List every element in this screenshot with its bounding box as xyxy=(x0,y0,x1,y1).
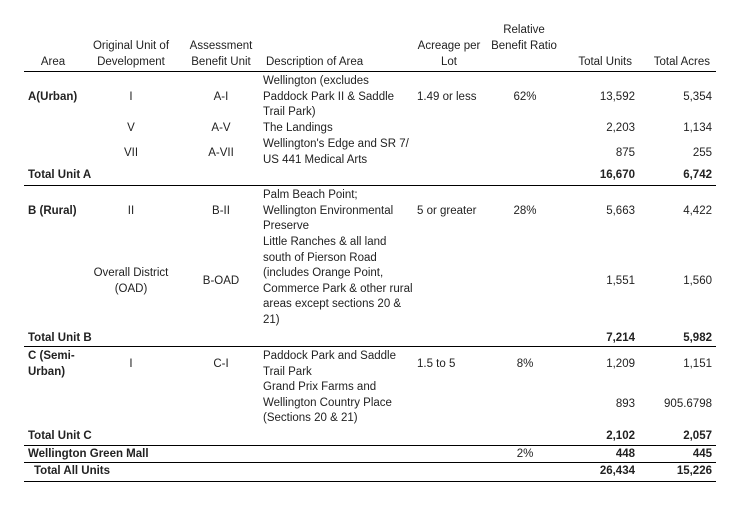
row-divider xyxy=(24,346,716,347)
ratio-cell: 2% xyxy=(516,448,534,460)
orig-unit-cell: I xyxy=(129,358,133,370)
total-units-cell: 2,102 xyxy=(606,430,635,442)
units-cell: 875 xyxy=(615,147,635,159)
description-cell: Wellington's Edge and SR 7/ US 441 Medical Arts xyxy=(263,138,409,166)
orig-unit-cell: Overall District (OAD) xyxy=(93,267,169,295)
row-divider xyxy=(24,445,716,446)
header-total-units: Total Units xyxy=(578,56,632,68)
total-label: Total Unit A xyxy=(28,169,92,181)
acres-cell: 1,560 xyxy=(683,275,712,287)
assess-unit-cell: A-V xyxy=(211,122,231,134)
header-ratio: Relative Benefit Ratio xyxy=(491,24,557,52)
total-acres-cell: 5,982 xyxy=(683,332,712,344)
header-assessment-unit: Assessment Benefit Unit xyxy=(189,40,253,68)
row-divider xyxy=(24,185,716,186)
total-label: Total Unit B xyxy=(28,332,92,344)
units-cell: 1,209 xyxy=(606,358,635,370)
description-cell: Wellington (excludes Paddock Park II & Saddle Trail Park) xyxy=(263,75,395,118)
units-cell: 2,203 xyxy=(606,122,635,134)
grand-total-label: Total All Units xyxy=(34,465,111,477)
row-divider xyxy=(24,462,716,463)
total-acres-cell: 6,742 xyxy=(683,169,712,181)
area-cell: C (Semi-Urban) xyxy=(28,350,75,378)
units-cell: 5,663 xyxy=(606,205,635,217)
assess-unit-cell: C-I xyxy=(213,358,229,370)
orig-unit-cell: VII xyxy=(123,147,139,159)
header-divider xyxy=(24,71,716,72)
assess-unit-cell: B-OAD xyxy=(202,275,240,287)
acres-cell: 255 xyxy=(692,147,712,159)
units-cell: 893 xyxy=(615,398,635,410)
acres-cell: 4,422 xyxy=(683,205,712,217)
header-original-unit: Original Unit of Development xyxy=(92,40,170,68)
description-cell: Palm Beach Point; Wellington Environmental Preserve xyxy=(263,189,394,232)
orig-unit-cell: II xyxy=(127,205,135,217)
area-cell: B (Rural) xyxy=(28,205,77,217)
acres-cell: 1,151 xyxy=(683,358,712,370)
units-cell: 1,551 xyxy=(606,275,635,287)
header-area: Area xyxy=(40,56,66,68)
total-acres-cell: 445 xyxy=(692,448,712,460)
assess-unit-cell: B-II xyxy=(212,205,230,217)
ratio-cell: 62% xyxy=(513,91,537,103)
acreage-cell: 1.5 to 5 xyxy=(417,358,456,370)
header-total-acres: Total Acres xyxy=(653,56,710,68)
header-description: Description of Area xyxy=(266,56,364,68)
acres-cell: 905.6798 xyxy=(664,398,712,410)
ratio-cell: 8% xyxy=(516,358,534,370)
grand-total-units: 26,434 xyxy=(599,465,635,477)
units-cell: 13,592 xyxy=(599,91,635,103)
total-units-cell: 16,670 xyxy=(599,169,635,181)
total-units-cell: 7,214 xyxy=(606,332,635,344)
description-cell: Paddock Park and Saddle Trail Park xyxy=(263,350,396,378)
table-bottom-border xyxy=(24,481,716,482)
ratio-cell: 28% xyxy=(513,205,537,217)
total-label: Total Unit C xyxy=(28,430,92,442)
description-cell: Little Ranches & all land south of Pierson Road (includes Orange Point, Commerce Park & other rural areas except sections 20 & 21) xyxy=(263,236,413,326)
acres-cell: 5,354 xyxy=(683,91,712,103)
assess-unit-cell: A-I xyxy=(213,91,229,103)
orig-unit-cell: I xyxy=(129,91,133,103)
acreage-cell: 5 or greater xyxy=(417,205,477,217)
grand-total-acres: 15,226 xyxy=(676,465,712,477)
total-units-cell: 448 xyxy=(615,448,635,460)
header-acreage: Acreage per Lot xyxy=(417,40,481,68)
description-cell: The Landings xyxy=(263,122,333,134)
orig-unit-cell: V xyxy=(127,122,135,134)
acres-cell: 1,134 xyxy=(683,122,712,134)
total-acres-cell: 2,057 xyxy=(683,430,712,442)
area-cell: A(Urban) xyxy=(28,91,78,103)
description-cell: Grand Prix Farms and Wellington Country Place (Sections 20 & 21) xyxy=(263,381,392,424)
total-label: Wellington Green Mall xyxy=(28,448,149,460)
acreage-cell: 1.49 or less xyxy=(417,91,477,103)
assess-unit-cell: A-VII xyxy=(208,147,234,159)
